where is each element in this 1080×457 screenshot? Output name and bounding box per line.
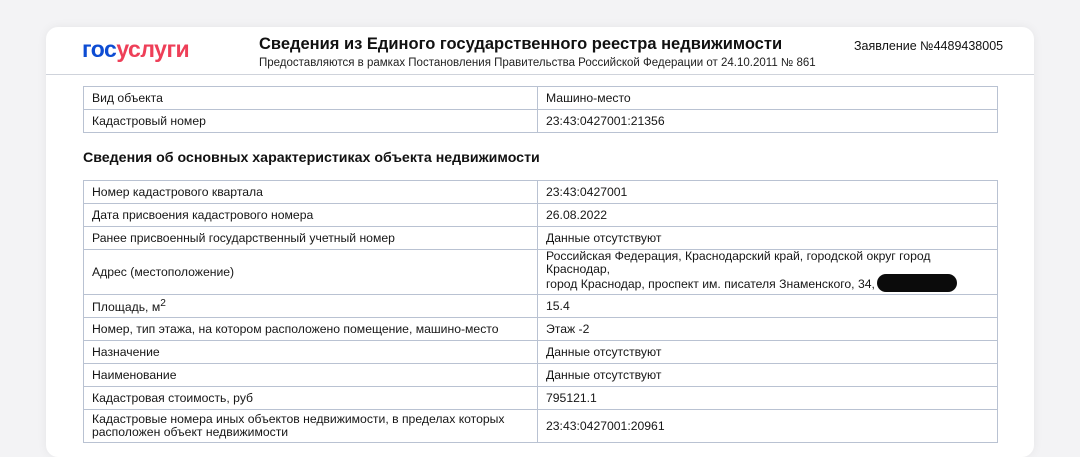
row-value: 23:43:0427001:21356 [538,110,998,133]
row-value: Данные отсутствуют [538,364,998,387]
row-value: 15.4 [538,295,998,318]
gosuslugi-logo[interactable]: госуслуги [82,36,190,62]
table-row [84,364,998,387]
document-header [46,27,1034,75]
row-value: 795121.1 [538,387,998,410]
characteristics-table [83,180,998,443]
address-line-2: город Краснодар, проспект им. писателя Знаменского, 34, [546,277,875,292]
table-row [84,318,998,341]
row-key: Вид объекта [84,87,538,110]
row-value: 23:43:0427001:20961 [538,410,998,443]
row-value: 23:43:0427001 [538,181,998,204]
application-number: Заявление №4489438005 [854,39,1004,53]
document-page [46,27,1034,457]
table-row [84,387,998,410]
row-key: Площадь, $м^2$ [84,295,538,318]
object-table [83,86,998,133]
redaction-mark [877,274,957,292]
document-title: Сведения из Единого государственного реестра недвижимости [259,35,783,53]
table-row [84,410,998,443]
row-value: 26.08.2022 [538,204,998,227]
table-row [84,295,998,318]
row-key: Кадастровая стоимость, руб [84,387,538,410]
row-key: Кадастровый номер [84,110,538,133]
row-key: Номер кадастрового квартала [84,181,538,204]
row-key: Ранее присвоенный государственный учетный номер [84,227,538,250]
document-subtitle: Предоставляются в рамках Постановления Правительства Российской Федерации от 24.10.2011 № 861 [259,57,816,69]
row-value [538,250,998,295]
address-line-1: Российская Федерация, Краснодарский край, городской округ город Краснодар, [546,249,931,276]
row-value: Машино-место [538,87,998,110]
table-row [84,110,998,133]
row-value: Данные отсутствуют [538,341,998,364]
row-key: Наименование [84,364,538,387]
row-value: Этаж -2 [538,318,998,341]
table-row [84,181,998,204]
table-row [84,227,998,250]
row-value: Данные отсутствуют [538,227,998,250]
row-key: Адрес (местоположение) [84,250,538,295]
row-key: Дата присвоения кадастрового номера [84,204,538,227]
table-row [84,204,998,227]
row-key: Назначение [84,341,538,364]
table-row [84,87,998,110]
table-row [84,250,998,295]
table-row [84,341,998,364]
row-key: Кадастровые номера иных объектов недвижимости, в пределах которых расположен объект недвижимости [84,410,538,443]
section-title: Сведения об основных характеристиках объекта недвижимости [83,150,540,166]
row-key: Номер, тип этажа, на котором расположено помещение, машино-место [84,318,538,341]
